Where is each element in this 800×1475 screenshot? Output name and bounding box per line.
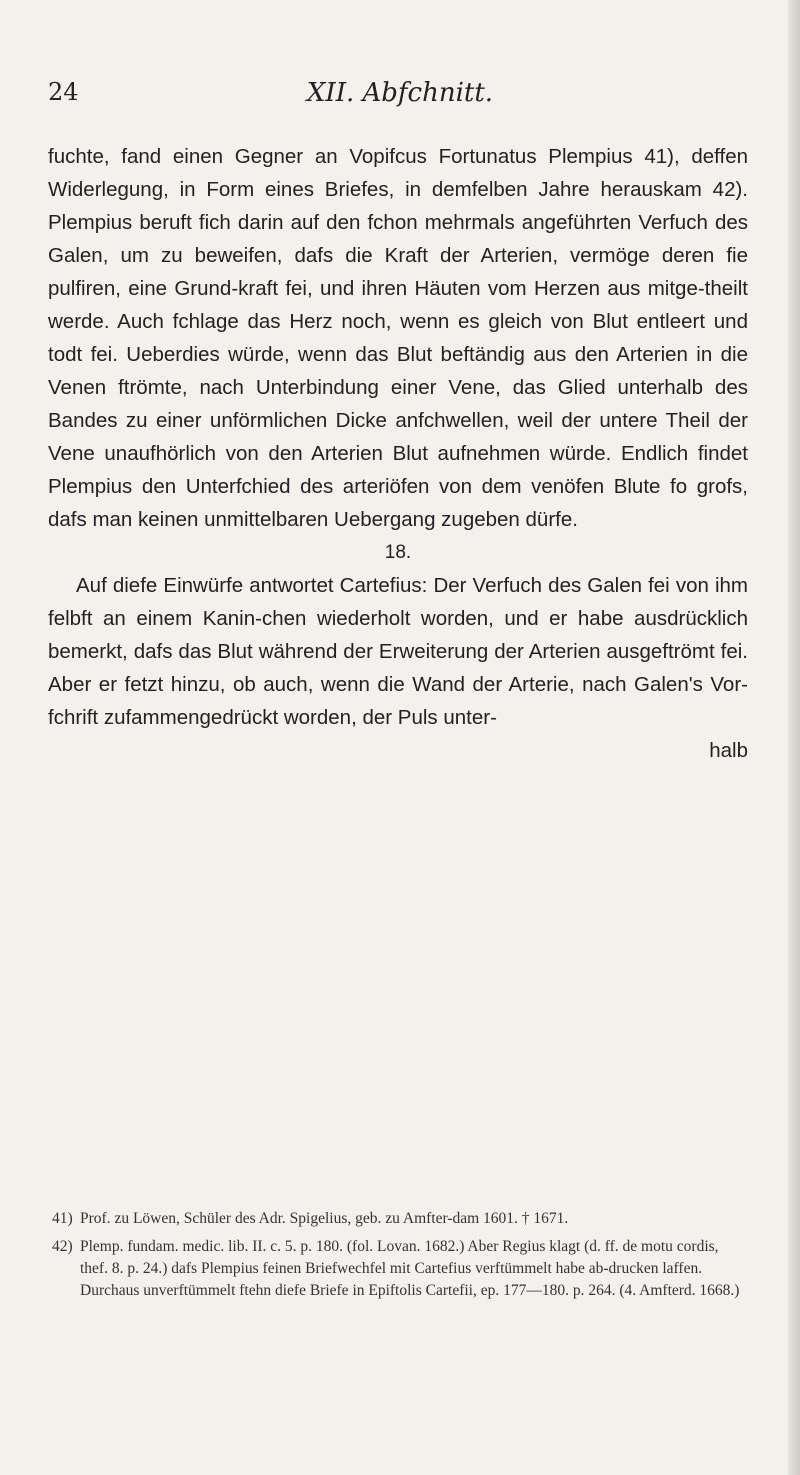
footnote-42 [52,1236,748,1302]
page-header [48,78,752,118]
catchword: halb [709,739,748,762]
footnote-text: Prof. zu Löwen, Schüler des Adr. Spigelius, geb. zu Amfter-dam 1601. † 1671. [80,1210,569,1227]
page-number: 24 [48,78,79,106]
main-text [48,140,748,767]
footnote-41 [52,1208,748,1230]
footnotes [52,1208,748,1308]
paragraph-continuation: fuchte, fand einen Gegner an Vopifcus Fortunatus Plempius 41), deffen Widerlegung, in Form eines Briefes, in demfelben Jahre herauskam 42). Plempius beruft fich darin auf den fchon mehrmals angeführten Verfuch des Galen, um zu beweifen, dafs die Kraft der Arterien, vermöge deren fie pulfiren, eine Grund-kraft fei, und ihren Häuten vom Herzen aus mitge-theilt werde. Auch fchlage das Herz noch, wenn es gleich von Blut entleert und todt fei. Ueberdies würde, wenn das Blut beftändig aus den Arterien in die Venen ftrömte, nach Unterbindung einer Vene, das Glied unterhalb des Bandes zu einer unförmlichen Dicke anfchwellen, weil der untere Theil der Vene unaufhörlich von den Arterien Blut aufnehmen würde. Endlich findet Plempius den Unterfchied des arteriöfen von dem venöfen Blute fo grofs, dafs man keinen unmittelbaren Uebergang zugeben dürfe. [48,145,748,531]
footnote-mark: 42) [52,1238,73,1255]
page-edge-shadow [788,0,800,1475]
footnote-text: Plemp. fundam. medic. lib. II. c. 5. p. 180. (fol. Lovan. 1682.) Aber Regius klagt (d. ff. de motu cordis, thef. 8. p. 24.) dafs Plempius feinen Briefwechfel mit Cartefius verftümmelt habe ab-drucken laffen. Durchaus unverftümmelt ftehn diefe Briefe in Epiftolis Cartefii, ep. 177—180. p. 264. (4. Amfterd. 1668.) [80,1238,740,1299]
section-number: 18. [384,542,412,563]
footnote-mark: 41) [52,1210,73,1227]
running-title: XII. Abfchnitt. [306,78,494,108]
paragraph-section-18: Auf diefe Einwürfe antwortet Cartefius: Der Verfuch des Galen fei von ihm felbft an einem Kanin-chen wiederholt worden, und er habe ausdrücklich bemerkt, dafs das Blut während der Erweiterung der Arterien ausgeftrömt fei. Aber er fetzt hinzu, ob auch, wenn die Wand der Arterie, nach Galen's Vor-fchrift zufammengedrückt worden, der Puls unter- [48,574,748,729]
